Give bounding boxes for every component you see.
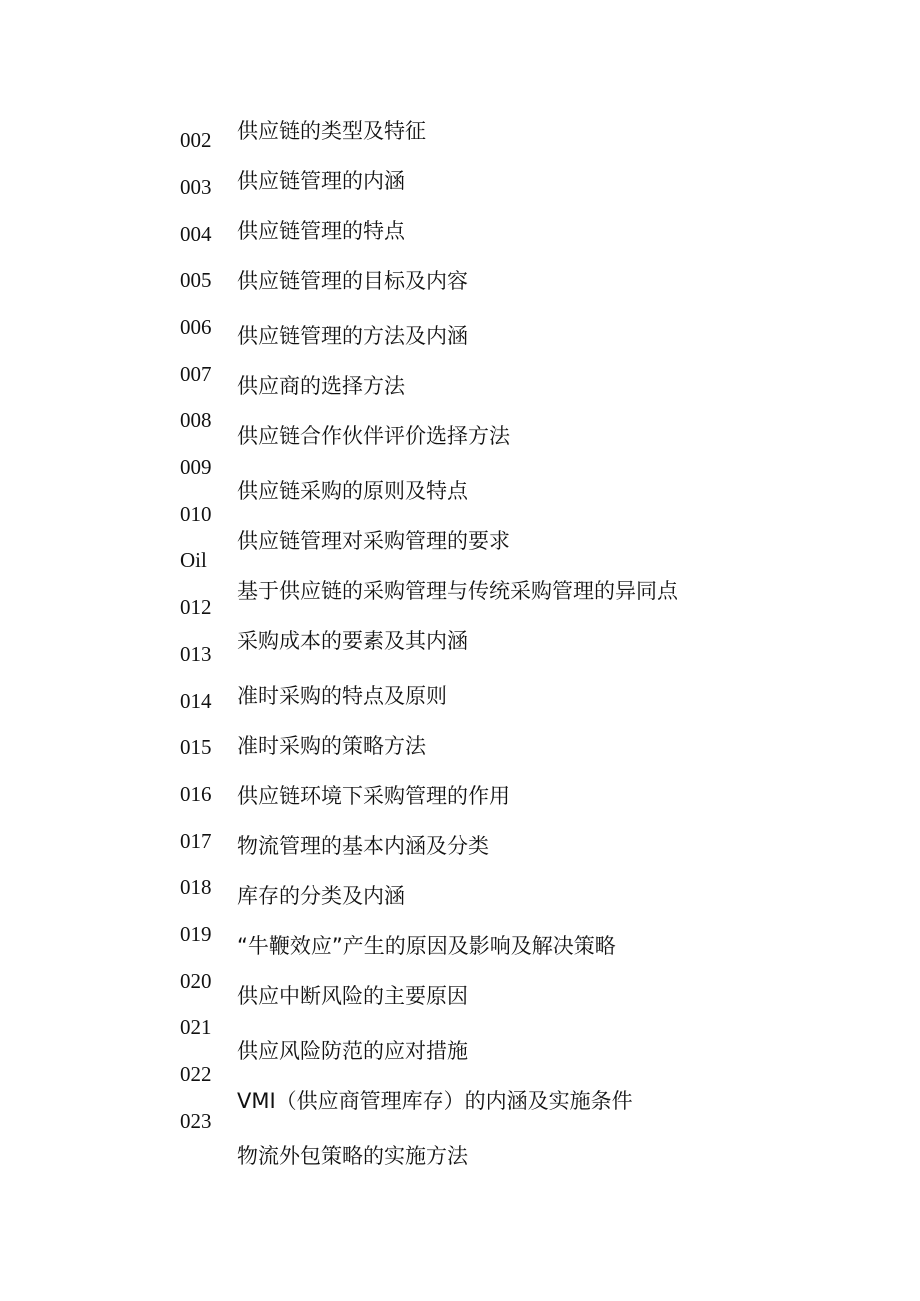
item-title: 供应链管理对采购管理的要求	[237, 529, 510, 553]
item-number: 022	[180, 1062, 212, 1086]
item-number: 004	[180, 222, 212, 246]
item-number: 010	[180, 502, 212, 526]
item-number: 005	[180, 268, 212, 292]
item-title: 供应链环境下采购管理的作用	[237, 784, 510, 808]
item-title: 供应链采购的原则及特点	[237, 479, 468, 503]
item-title: 供应链的类型及特征	[237, 119, 426, 143]
item-number: 015	[180, 735, 212, 759]
item-number: 018	[180, 875, 212, 899]
item-title: 准时采购的策略方法	[237, 734, 426, 758]
item-title: 供应链管理的方法及内涵	[237, 324, 468, 348]
item-title: 供应商的选择方法	[237, 374, 405, 398]
item-number: 006	[180, 315, 212, 339]
item-title: 供应风险防范的应对措施	[237, 1039, 468, 1063]
item-number: 008	[180, 408, 212, 432]
item-title: 基于供应链的采购管理与传统采购管理的异同点	[237, 579, 678, 603]
item-title: 物流管理的基本内涵及分类	[237, 834, 489, 858]
item-title: “牛鞭效应”产生的原因及影响及解决策略	[237, 934, 616, 958]
item-number: 014	[180, 689, 212, 713]
item-title: 库存的分类及内涵	[237, 884, 405, 908]
item-number: 012	[180, 595, 212, 619]
item-number: 023	[180, 1109, 212, 1133]
item-number: 021	[180, 1015, 212, 1039]
item-title: 供应中断风险的主要原因	[237, 984, 468, 1008]
item-title: 供应链管理的内涵	[237, 169, 405, 193]
item-number: Oil	[180, 548, 207, 572]
item-number: 002	[180, 128, 212, 152]
item-title: 供应链管理的特点	[237, 219, 405, 243]
item-number: 019	[180, 922, 212, 946]
item-title: 供应链合作伙伴评价选择方法	[237, 424, 510, 448]
item-number: 020	[180, 969, 212, 993]
item-title: 采购成本的要素及其内涵	[237, 629, 468, 653]
item-title: VMI（供应商管理库存）的内涵及实施条件	[237, 1089, 633, 1113]
item-title: 准时采购的特点及原则	[237, 684, 447, 708]
item-number: 007	[180, 362, 212, 386]
item-number: 017	[180, 829, 212, 853]
item-title: 供应链管理的目标及内容	[237, 269, 468, 293]
item-number: 009	[180, 455, 212, 479]
item-number: 013	[180, 642, 212, 666]
item-number: 003	[180, 175, 212, 199]
item-title: 物流外包策略的实施方法	[237, 1144, 468, 1168]
item-number: 016	[180, 782, 212, 806]
